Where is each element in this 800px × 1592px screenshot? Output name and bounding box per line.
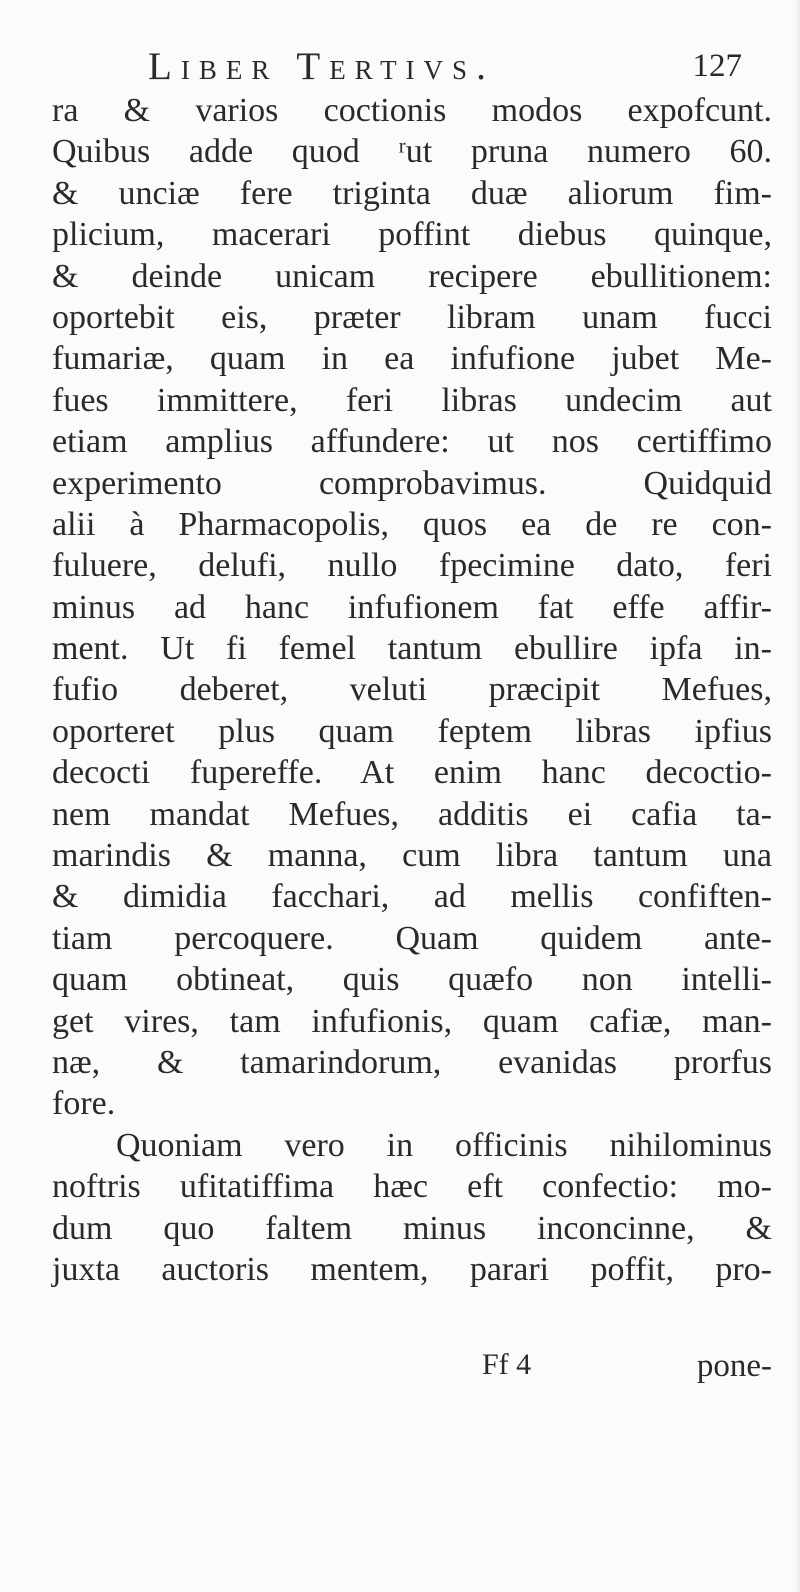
text-line: & deinde unicam recipere ebullitionem: [52, 257, 772, 295]
text-line: marindis & manna, cum libra tantum una [52, 837, 772, 875]
text-line: plicium, macerari poffint diebus quinque, [52, 216, 772, 254]
page-edge-shadow [794, 0, 800, 1592]
body-text [52, 90, 772, 1290]
text-line: næ, & tamarindorum, evanidas prorfus [52, 1043, 772, 1081]
text-line: quam obtineat, quis quæfo non intelli- [52, 961, 772, 999]
text-line: tiam percoquere. Quam quidem ante- [52, 919, 772, 957]
text-line: Quibus adde quod ʳut pruna numero 60. [52, 133, 772, 171]
text-line: juxta auctoris mentem, parari poffit, pro- [52, 1250, 772, 1288]
text-line: ra & varios coctionis modos expofcunt. [52, 92, 772, 129]
text-line: decocti fupereffe. At enim hanc decoctio- [52, 754, 772, 792]
text-line: & unciæ fere triginta duæ aliorum fim- [52, 174, 772, 212]
text-line: etiam amplius affundere: ut nos certiffimo [52, 423, 772, 461]
text-line: oporteret plus quam feptem libras ipfius [52, 712, 772, 750]
running-title: Liber Tertivs. [148, 45, 495, 88]
paragraph-end-line: fore. [52, 1085, 116, 1123]
text-line: & dimidia facchari, ad mellis confiften- [52, 878, 772, 916]
page-header [52, 38, 752, 98]
text-line: experimento comprobavimus. Quidquid [52, 464, 772, 502]
text-line: fumariæ, quam in ea infufione jubet Me- [52, 340, 772, 378]
page-number: 127 [692, 48, 742, 84]
signature-mark: Ff 4 [482, 1348, 532, 1381]
text-line: get vires, tam infufionis, quam cafiæ, man- [52, 1002, 772, 1040]
page-footer [52, 1348, 772, 1392]
text-line: ment. Ut fi femel tantum ebullire ipfa in- [52, 630, 772, 668]
paragraph-start-line: Quoniam vero in officinis nihilominus [116, 1126, 772, 1164]
text-line: minus ad hanc infufionem fat effe affir- [52, 588, 772, 626]
text-line: fufio deberet, veluti præcipit Mefues, [52, 671, 772, 709]
text-line: dum quo faltem minus inconcinne, & [52, 1209, 772, 1247]
catchword: pone- [696, 1348, 772, 1384]
text-line: alii à Pharmacopolis, quos ea de re con- [52, 505, 772, 543]
text-line: oportebit eis, præter libram unam fucci [52, 298, 772, 336]
text-line: noftris ufitatiffima hæc eft confectio: mo- [52, 1168, 772, 1206]
text-line: fues immittere, feri libras undecim aut [52, 381, 772, 419]
text-line: fuluere, delufi, nullo fpecimine dato, feri [52, 547, 772, 585]
text-line: nem mandat Mefues, additis ei cafia ta- [52, 795, 772, 833]
